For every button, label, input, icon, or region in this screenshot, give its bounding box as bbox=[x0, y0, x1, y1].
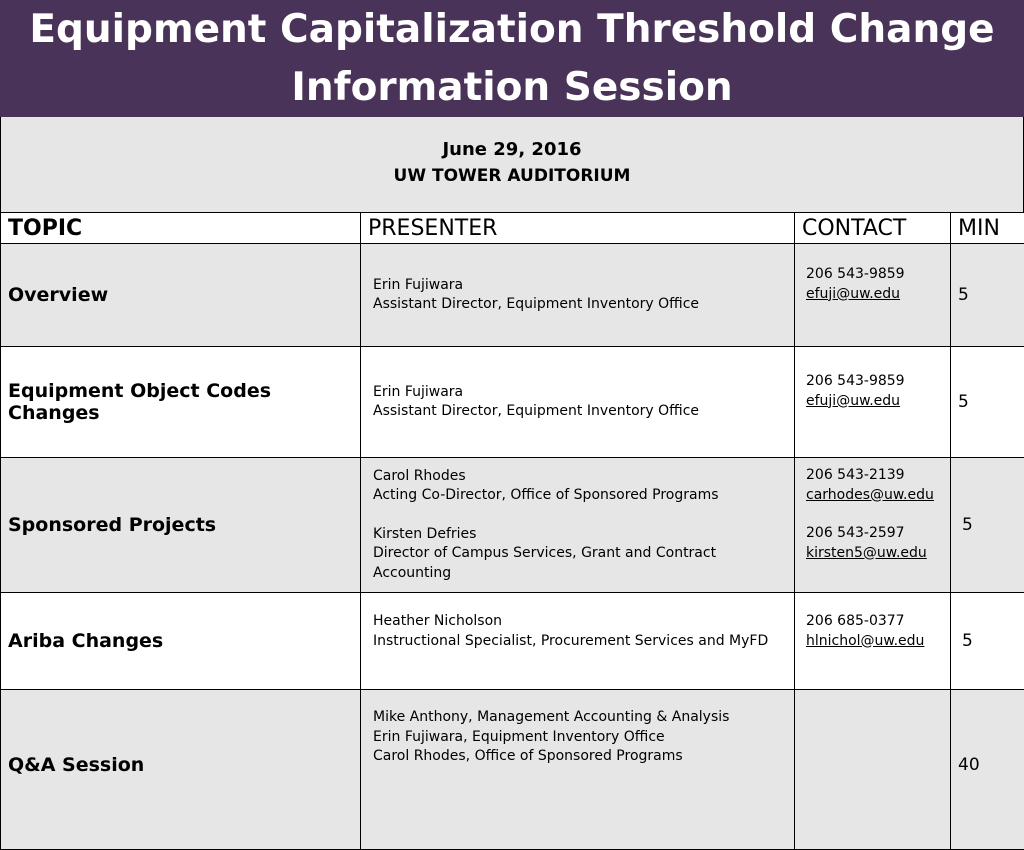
min-cell: 5 bbox=[951, 244, 1024, 347]
column-header-topic: TOPIC bbox=[1, 213, 361, 244]
presenter-name: Heather Nicholson bbox=[373, 612, 794, 632]
session-venue: UW TOWER AUDITORIUM bbox=[1, 163, 1023, 190]
presenter-title: Assistant Director, Equipment Inventory Office bbox=[373, 402, 794, 422]
min-cell: 40 bbox=[951, 690, 1024, 850]
contact-cell bbox=[795, 690, 951, 850]
presenter-name: Erin Fujiwara bbox=[373, 383, 794, 403]
table-row bbox=[1, 458, 1024, 593]
page-title-line-2: Information Session bbox=[0, 59, 1024, 117]
presenter-title: Instructional Specialist, Procurement Services and MyFD bbox=[373, 632, 794, 652]
presenter-line: Erin Fujiwara, Equipment Inventory Office bbox=[373, 728, 794, 748]
contact-phone: 206 543-2597 bbox=[806, 524, 950, 544]
min-cell: 5 bbox=[951, 458, 1024, 593]
contact-phone: 206 543-9859 bbox=[806, 265, 950, 285]
presenter-cell bbox=[361, 458, 795, 593]
topic-cell: Ariba Changes bbox=[1, 593, 361, 690]
contact-phone: 206 685-0377 bbox=[806, 612, 950, 632]
contact-cell bbox=[795, 458, 951, 593]
presenter-name: Erin Fujiwara bbox=[373, 276, 794, 296]
contact-email-link[interactable]: efuji@uw.edu bbox=[806, 285, 950, 305]
contact-phone: 206 543-2139 bbox=[806, 466, 950, 486]
table-row bbox=[1, 593, 1024, 690]
presenter-cell bbox=[361, 347, 795, 458]
presenter-name: Carol Rhodes bbox=[373, 467, 794, 487]
topic-cell: Equipment Object Codes Changes bbox=[1, 347, 361, 458]
session-date: June 29, 2016 bbox=[1, 136, 1023, 163]
table-row bbox=[1, 347, 1024, 458]
presenter-title: Assistant Director, Equipment Inventory Office bbox=[373, 295, 794, 315]
column-header-min: MIN bbox=[951, 213, 1024, 244]
column-header-presenter: PRESENTER bbox=[361, 213, 795, 244]
agenda-table bbox=[0, 212, 1024, 850]
contact-email-link[interactable]: hlnichol@uw.edu bbox=[806, 632, 950, 652]
table-header-row bbox=[1, 213, 1024, 244]
presenter-cell bbox=[361, 690, 795, 850]
presenter-line: Carol Rhodes, Office of Sponsored Programs bbox=[373, 747, 794, 767]
table-row bbox=[1, 690, 1024, 850]
contact-cell bbox=[795, 347, 951, 458]
title-banner bbox=[0, 0, 1024, 117]
contact-cell bbox=[795, 244, 951, 347]
presenter-name: Kirsten Defries bbox=[373, 525, 794, 545]
topic-cell: Overview bbox=[1, 244, 361, 347]
page-title-line-1: Equipment Capitalization Threshold Change bbox=[0, 0, 1024, 59]
topic-cell: Sponsored Projects bbox=[1, 458, 361, 593]
presenter-line: Mike Anthony, Management Accounting & Analysis bbox=[373, 708, 794, 728]
contact-email-link[interactable]: efuji@uw.edu bbox=[806, 392, 950, 412]
presenter-cell bbox=[361, 244, 795, 347]
contact-cell bbox=[795, 593, 951, 690]
topic-cell: Q&A Session bbox=[1, 690, 361, 850]
session-info-box bbox=[0, 117, 1024, 212]
contact-phone: 206 543-9859 bbox=[806, 372, 950, 392]
table-row bbox=[1, 244, 1024, 347]
contact-email-link[interactable]: kirsten5@uw.edu bbox=[806, 544, 950, 564]
min-cell: 5 bbox=[951, 593, 1024, 690]
presenter-title: Acting Co-Director, Office of Sponsored Programs bbox=[373, 486, 794, 506]
presenter-cell bbox=[361, 593, 795, 690]
column-header-contact: CONTACT bbox=[795, 213, 951, 244]
contact-email-link[interactable]: carhodes@uw.edu bbox=[806, 486, 950, 506]
presenter-title: Director of Campus Services, Grant and Contract Accounting bbox=[373, 544, 794, 583]
min-cell: 5 bbox=[951, 347, 1024, 458]
